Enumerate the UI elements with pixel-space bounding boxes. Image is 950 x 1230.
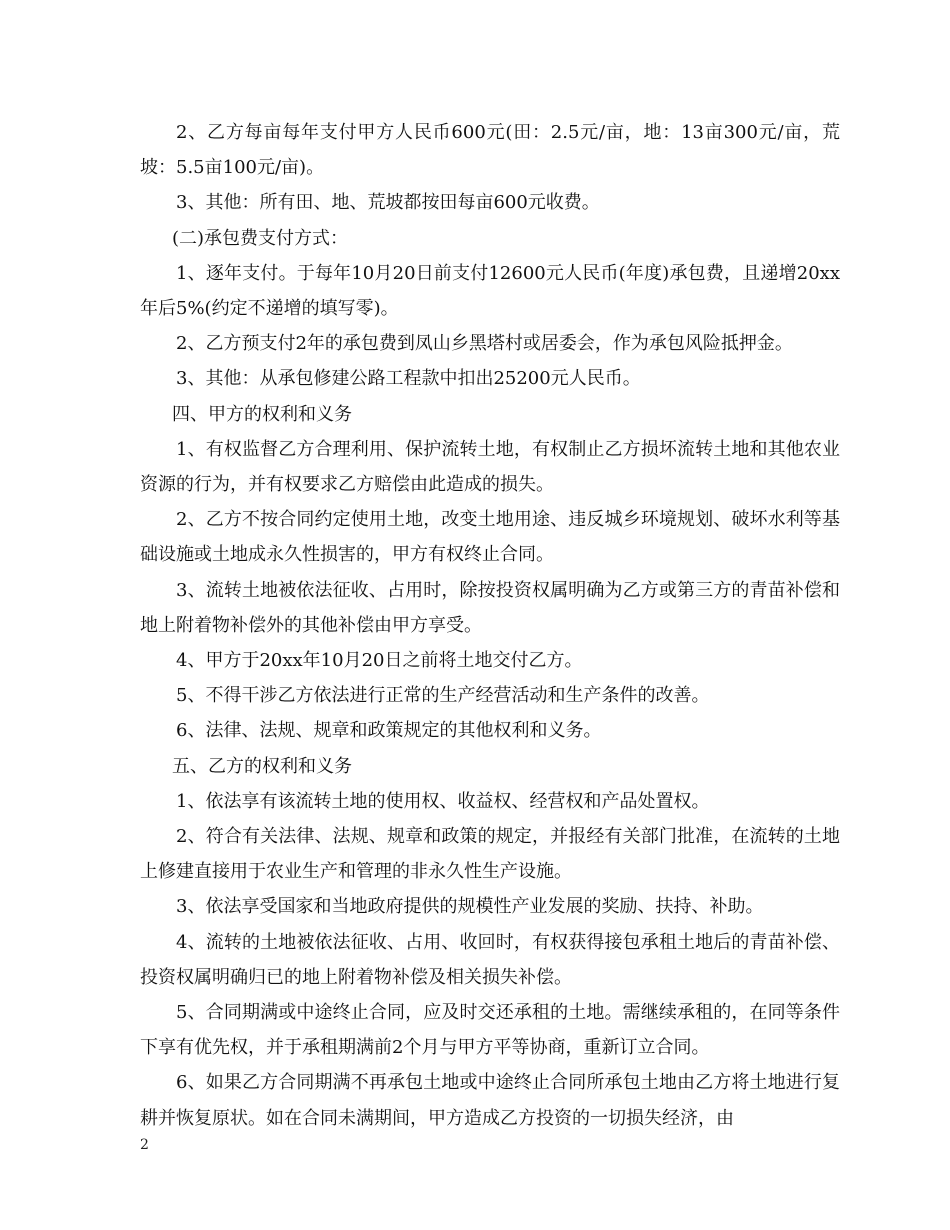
paragraph: 5、不得干涉乙方依法进行正常的生产经营活动和生产条件的改善。	[176, 685, 710, 707]
paragraph: 3、其他：从承包修建公路工程款中扣出25200元人民币。	[176, 368, 641, 390]
paragraph: 6、法律、法规、规章和政策规定的其他权利和义务。	[176, 720, 602, 742]
document-body	[140, 115, 840, 1136]
paragraph: 3、其他：所有田、地、荒坡都按田每亩600元收费。	[176, 192, 600, 214]
paragraph: 3、依法享受国家和当地政府提供的规模性产业发展的奖励、扶持、补助。	[176, 896, 764, 918]
paragraph: 2、符合有关法律、法规、规章和政策的规定，并报经有关部门批准，在流转的土地上修建直接用于农业生产和管理的非永久性生产设施。	[140, 826, 840, 883]
paragraph: 1、有权监督乙方合理利用、保护流转土地，有权制止乙方损坏流转土地和其他农业资源的行为，并有权要求乙方赔偿由此造成的损失。	[140, 438, 840, 496]
paragraph: 6、如果乙方合同期满不再承包土地或中途终止合同所承包土地由乙方将土地进行复耕并恢复原状。如在合同未满期间，甲方造成乙方投资的一切损失经济，由	[140, 1072, 840, 1129]
paragraph: 2、乙方每亩每年支付甲方人民币600元(田：2.5元/亩，地：13亩300元/亩，荒坡：5.5亩100元/亩)。	[140, 122, 840, 179]
section-subheading: (二)承包费支付方式：	[172, 227, 349, 249]
paragraph: 5、合同期满或中途终止合同，应及时交还承租的土地。需继续承租的，在同等条件下享有优先权，并于承租期满前2个月与甲方平等协商，重新订立合同。	[140, 1002, 840, 1059]
paragraph: 1、依法享有该流转土地的使用权、收益权、经营权和产品处置权。	[176, 790, 710, 812]
section-heading: 五、乙方的权利和义务	[172, 755, 352, 777]
paragraph: 1、逐年支付。于每年10月20日前支付12600元人民币(年度)承包费，且递增20xx年后5%(约定不递增的填写零)。	[140, 262, 840, 320]
paragraph: 2、乙方预支付2年的承包费到凤山乡黑塔村或居委会，作为承包风险抵押金。	[176, 333, 793, 355]
paragraph: 4、流转的土地被依法征收、占用、收回时，有权获得接包承租土地后的青苗补偿、投资权属明确归已的地上附着物补偿及相关损失补偿。	[140, 931, 840, 988]
paragraph: 3、流转土地被依法征收、占用时，除按投资权属明确为乙方或第三方的青苗补偿和地上附着物补偿外的其他补偿由甲方享受。	[140, 579, 840, 636]
section-heading: 四、甲方的权利和义务	[172, 403, 352, 425]
paragraph: 4、甲方于20xx年10月20日之前将土地交付乙方。	[176, 650, 583, 672]
page-number: 2	[140, 1137, 149, 1153]
paragraph: 2、乙方不按合同约定使用土地，改变土地用途、违反城乡环境规划、破坏水利等基础设施或土地成永久性损害的，甲方有权终止合同。	[140, 509, 840, 566]
